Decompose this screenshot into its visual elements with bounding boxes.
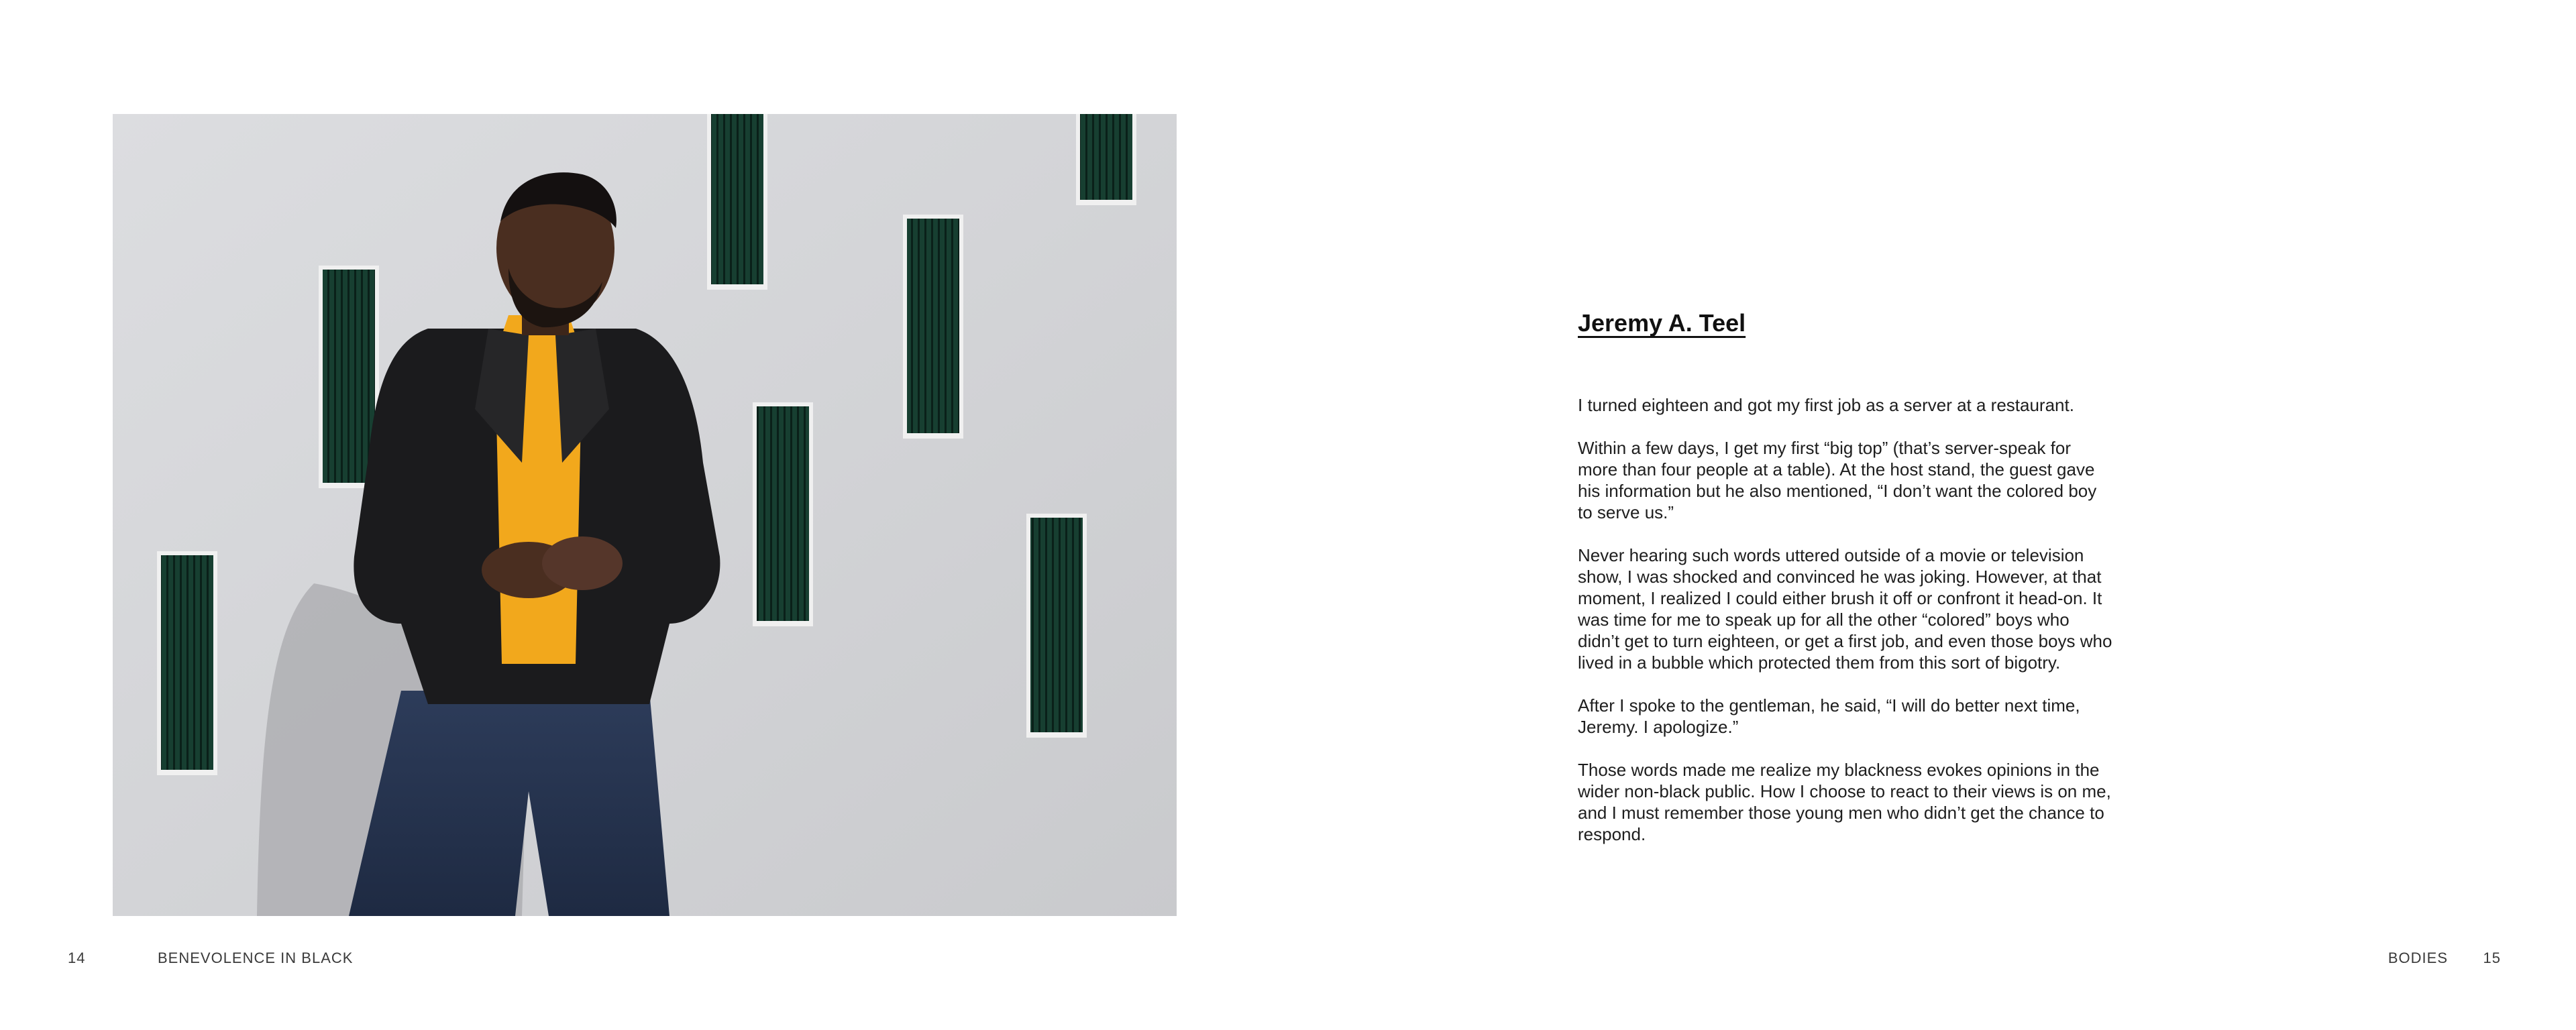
article-paragraph: I turned eighteen and got my first job as a server at a restaurant. [1578,395,2074,415]
portrait-photo [113,114,1177,916]
article-title: Jeremy A. Teel [1578,309,1746,337]
article-paragraph: Never hearing such words uttered outside of a movie or television show, I was shocked and convinced he was joking. However, at that moment, I realized I could either brush it off or confront it head-on. It was time for me to speak up for all the other “colored” boys who didn’t get to turn eighteen, or get a first job, and even those boys who lived in a bubble which protected them from this sort of bigotry. [1578,545,2112,673]
article [1578,307,2114,866]
right-page [1288,0,2576,1030]
article-paragraph: Within a few days, I get my first “big top” (that’s server-speak for more than four people at a table). At the host stand, the guest gave his information but he also mentioned, “I don’t want the colored boy to serve us.” [1578,438,2097,522]
portrait-illustration [113,114,1177,916]
article-body [1578,394,2114,845]
article-paragraph: After I spoke to the gentleman, he said, “I will do better next time, Jeremy. I apologize.” [1578,695,2080,737]
running-title-right: BODIES [2387,950,2448,966]
article-paragraph: Those words made me realize my blackness evokes opinions in the wider non-black public. How I choose to react to their views is on me, and I must remember those young men who didn’t get the chance to respond. [1578,760,2111,844]
page-number-right: 15 [2483,950,2501,966]
page-number-left: 14 [68,950,86,966]
running-title-left: BENEVOLENCE IN BLACK [158,950,354,966]
